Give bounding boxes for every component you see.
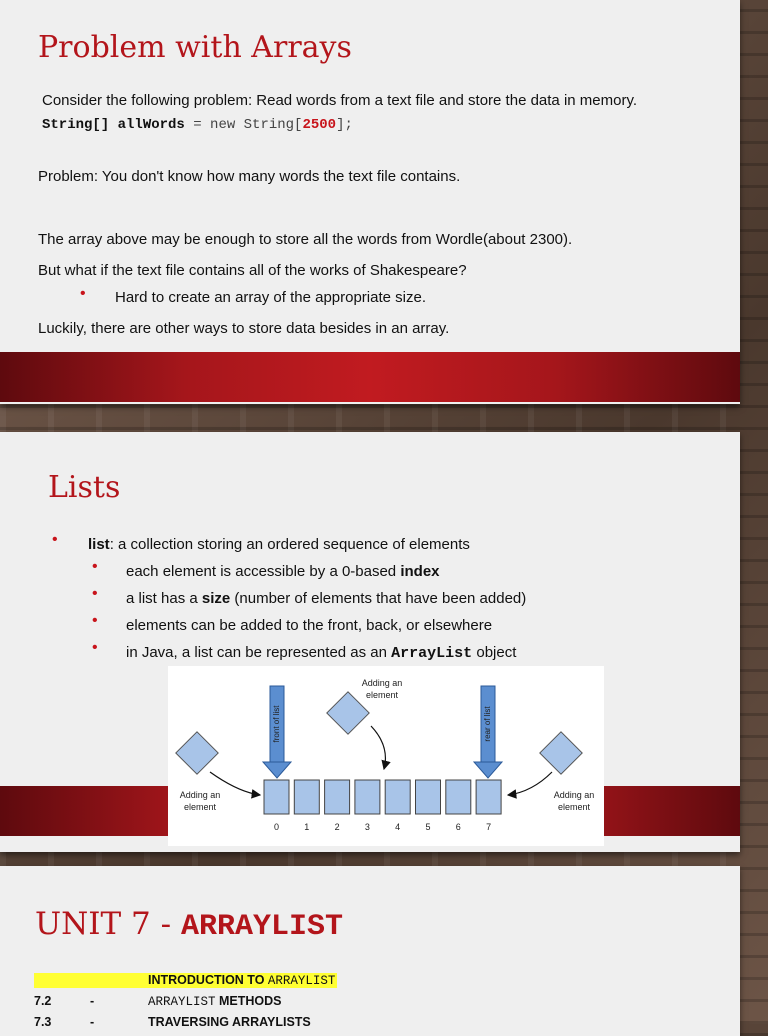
list-cell [264,780,289,814]
bullet-dot: • [92,639,98,656]
list-definition: list: a collection storing an ordered sequence of elements [88,536,470,553]
list-diagram [168,666,604,846]
bullet-dot: • [80,285,86,302]
slide-lists [0,432,740,852]
arrow-top-in [371,726,385,769]
list-cell [355,780,380,814]
list-cell [476,780,501,814]
sub-bullet-size: a list has a size (number of elements that have been added) [126,590,527,607]
paragraph-line-1: The array above may be enough to store all the words from Wordle(about 2300). [38,231,573,248]
code-size: 2500 [302,117,337,133]
bullet-text: Hard to create an array of the appropriate size. [115,289,427,306]
code-assign: = new String[ [184,117,303,133]
slide-title: Lists [48,470,121,505]
slide-unit-7: UNIT 7 - ARRAYLIST INTRODUCTION TO ARRAYLIST 7.2 - ARRAYLIST METHODS 7.3 - TRAVERSING ARRAYLISTS [0,866,740,1036]
list-cell [325,780,350,814]
paragraph-line-3: Luckily, there are other ways to store data besides in an array. [38,320,450,337]
sub-bullet-index: each element is accessible by a 0-based index [126,563,440,580]
sub-bullet-arraylist: in Java, a list can be represented as an ArrayList object [126,644,517,662]
sub-bullet-add: elements can be added to the front, back, or elsewhere [126,617,493,634]
title-arraylist: ARRAYLIST [180,910,343,944]
index-label: 0 [273,822,279,832]
code-end: ]; [336,117,353,133]
list-cell [416,780,441,814]
term-list: list [88,536,110,553]
new-element-right [540,732,582,774]
bullet-dot: • [52,531,58,548]
index-label: 7 [486,822,492,832]
red-banner [0,352,740,402]
index-label: 6 [455,822,461,832]
intro-text: Consider the following problem: Read words from a text file and store the data in memory. [42,92,638,109]
list-cell [446,780,471,814]
list-cell [294,780,319,814]
bullet-dot: • [92,585,98,602]
paragraph-line-2: But what if the text file contains all of the works of Shakespeare? [38,262,467,279]
slide-title: UNIT 7 - ARRAYLIST [35,906,343,944]
bullet-dot: • [92,558,98,575]
code-line [42,117,353,133]
toc-title: ARRAYLIST METHODS [148,994,282,1009]
slide-title: Problem with Arrays [38,30,352,65]
toc-title: INTRODUCTION TO ARRAYLIST [148,973,336,988]
list-cells [264,780,501,814]
label-rear-of-list: rear of list [483,706,492,742]
index-label: 3 [364,822,370,832]
index-label: 1 [304,822,310,832]
new-element-left [176,732,218,774]
toc-title: TRAVERSING ARRAYLISTS [148,1015,311,1029]
label-front-of-list: front of list [272,705,281,743]
index-label: 4 [395,822,401,832]
label-add-left: Adding an element [179,790,221,812]
code-type: String[] [42,117,110,133]
code-var: allWords [117,117,185,133]
bullet-dot: • [92,612,98,629]
problem-text: Problem: You don't know how many words the text file contains. [38,168,461,185]
label-add-top: Adding an element [361,678,403,700]
label-add-right: Adding an element [553,790,595,812]
list-cell [385,780,410,814]
index-label: 2 [334,822,340,832]
index-label: 5 [425,822,431,832]
slide-problem-with-arrays [0,0,740,404]
